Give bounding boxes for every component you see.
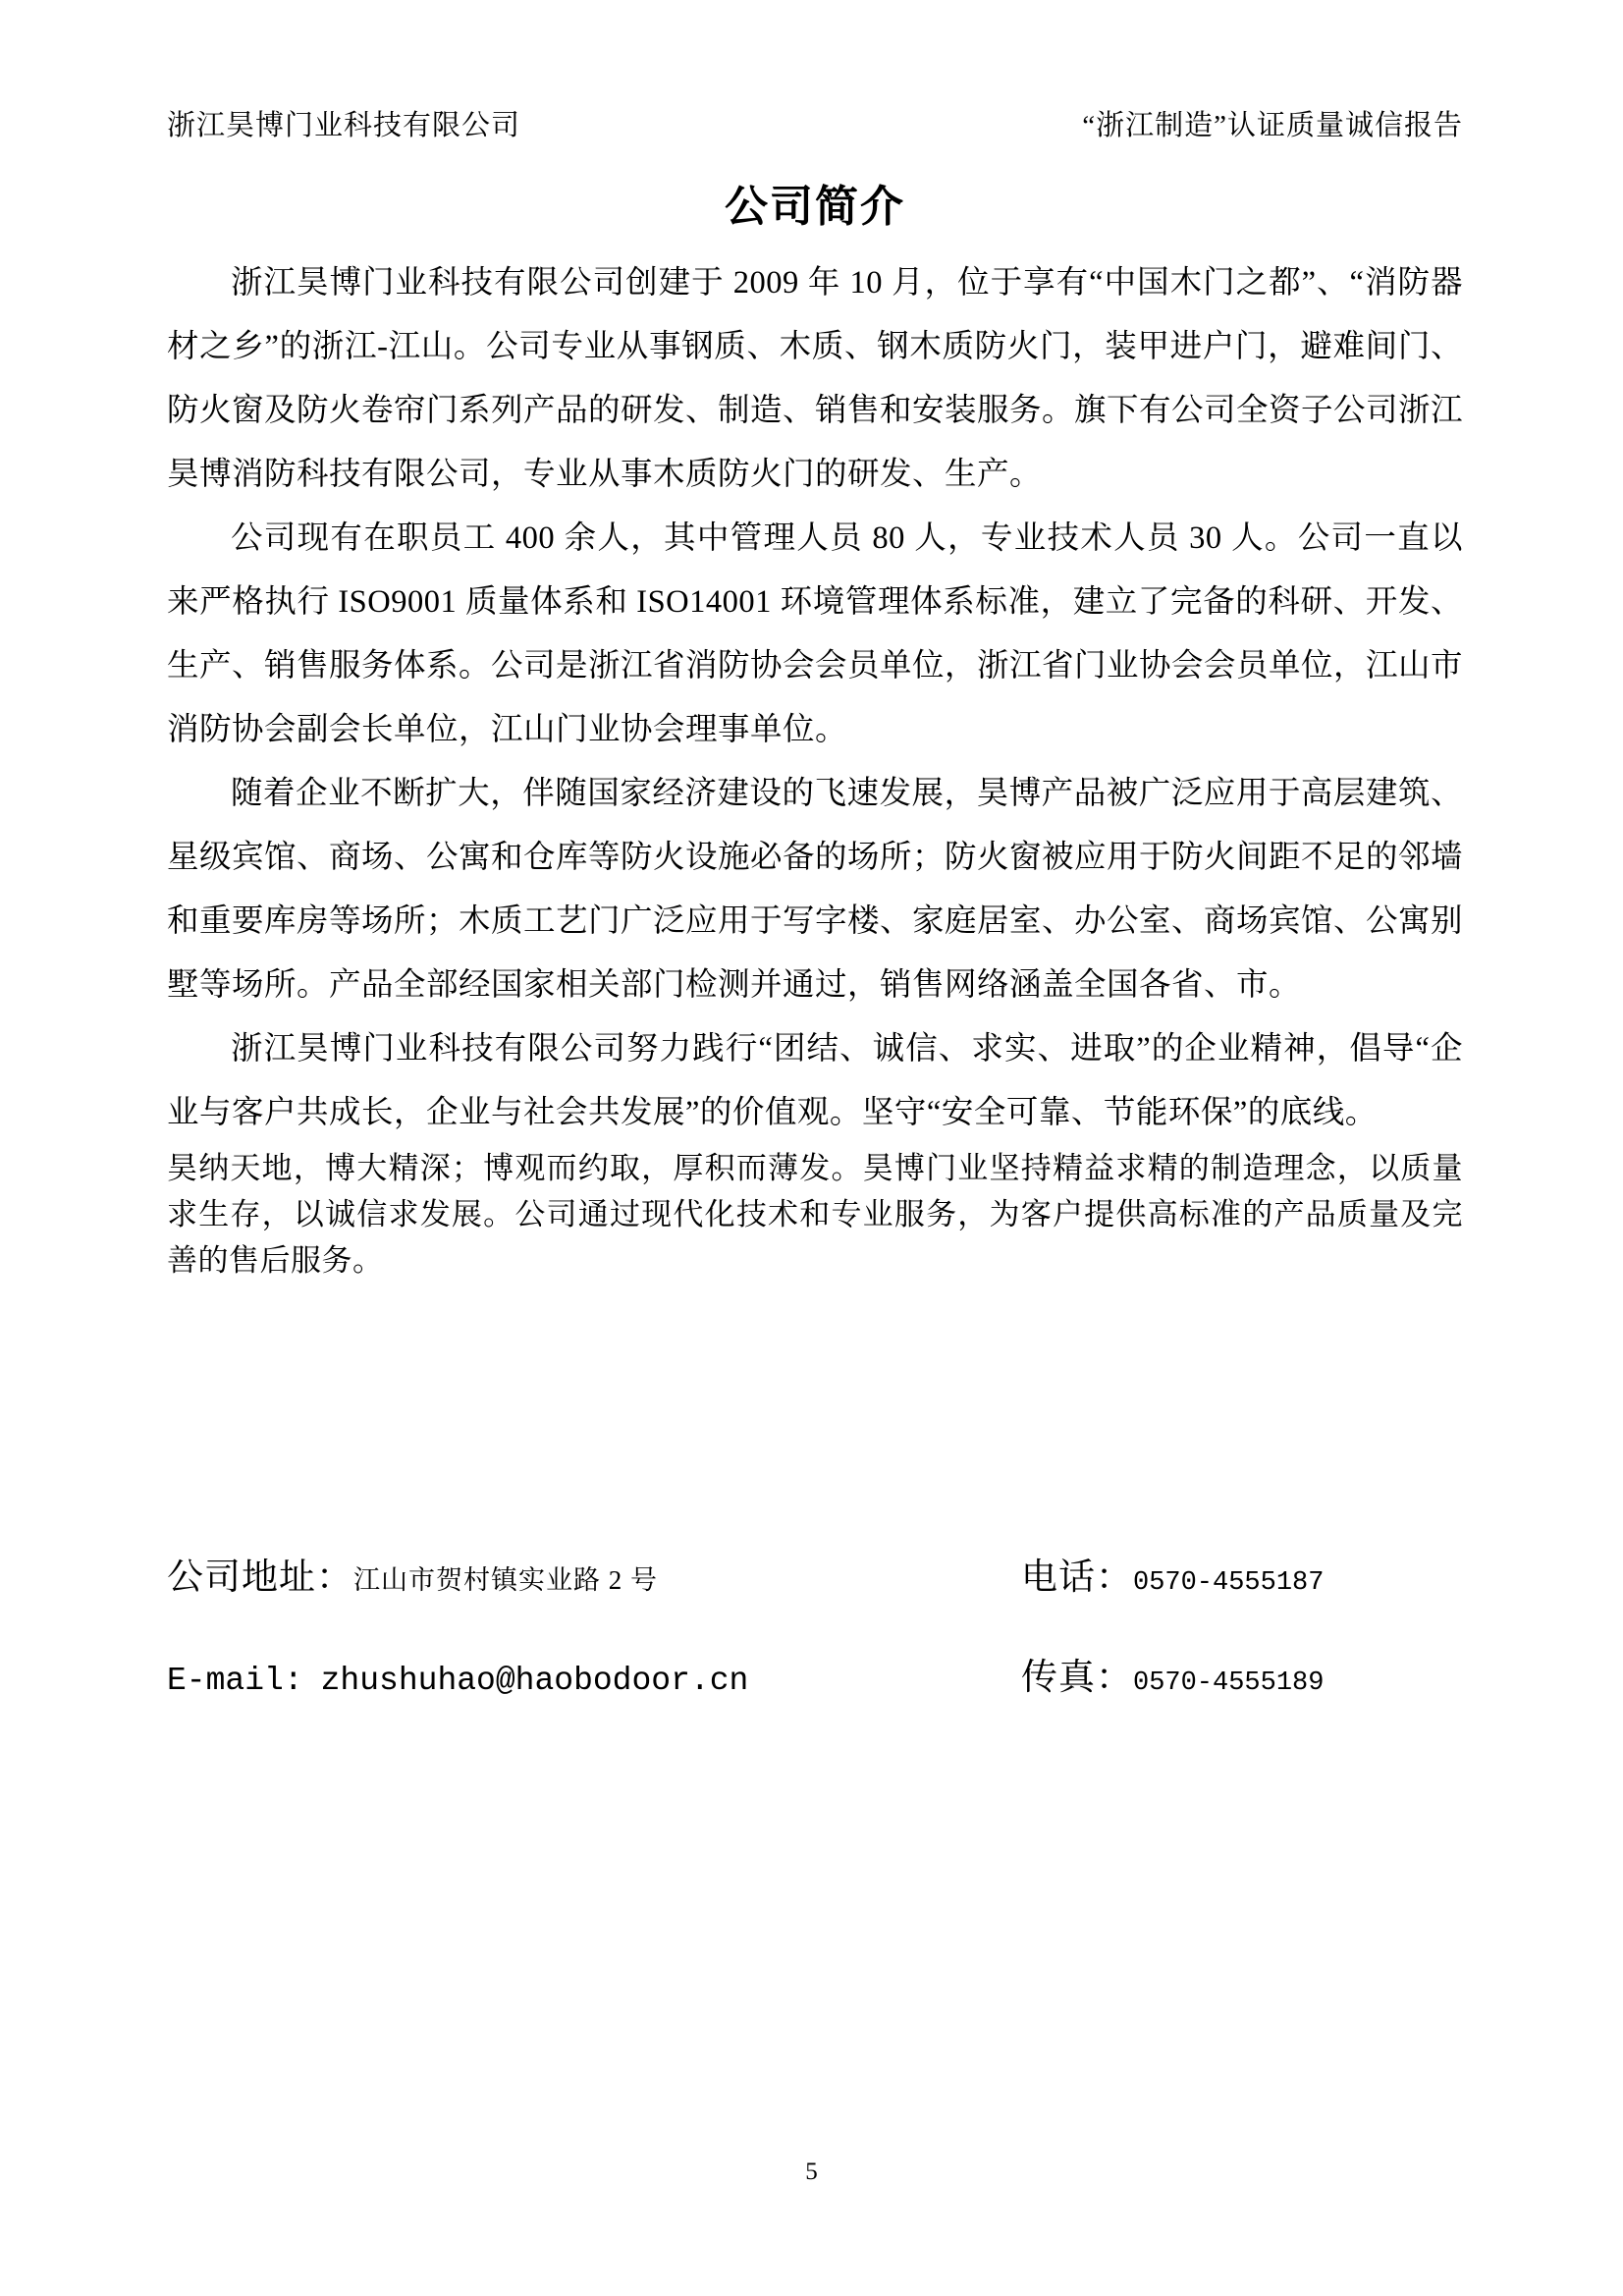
contact-row-email-fax — [167, 1647, 1463, 1700]
company-fax — [1021, 1647, 1463, 1700]
page-title: 公司简介 — [725, 183, 905, 231]
page-header — [167, 106, 1463, 145]
page-number: 5 — [805, 2159, 818, 2185]
email-label: E-mail: — [167, 1663, 303, 1699]
fax-label: 传真： — [1021, 1657, 1133, 1697]
address-label: 公司地址： — [167, 1557, 353, 1597]
email-value: zhushuhao@haobodoor.cn — [320, 1663, 749, 1699]
document-body — [167, 251, 1463, 1284]
paragraph-staff-certifications: 公司现有在职员工 400 余人，其中管理人员 80 人，专业技术人员 30 人。公司一直以来严格执行 ISO9001 质量体系和 ISO14001 环境管理体系标准，建立了完备的科研、开发、生产、销售服务体系。公司是浙江省消防协会会员单位，浙江省门业协会会员单位，江山市消防协会副会长单位，江山门业协会理事单位。 — [167, 520, 1464, 747]
contact-row-address-phone — [167, 1547, 1463, 1600]
company-phone — [1021, 1547, 1463, 1600]
header-report-title: “浙江制造”认证质量诚信报告 — [1082, 110, 1463, 141]
fax-value: 0570-4555189 — [1133, 1668, 1325, 1698]
company-address — [167, 1547, 1021, 1600]
header-company-name: 浙江昊博门业科技有限公司 — [167, 110, 521, 141]
phone-label: 电话： — [1021, 1557, 1133, 1597]
contact-block — [167, 1547, 1463, 1700]
paragraph-product-applications: 随着企业不断扩大，伴随国家经济建设的飞速发展，昊博产品被广泛应用于高层建筑、星级宾馆、商场、公寓和仓库等防火设施必备的场所；防火窗被应用于防火间距不足的邻墙和重要库房等场所；木质工艺门广泛应用于写字楼、家庭居室、办公室、商场宾馆、公寓别墅等场所。产品全部经国家相关部门检测并通过，销售网络涵盖全国各省、市。 — [167, 776, 1464, 1003]
paragraph-company-founding: 浙江昊博门业科技有限公司创建于 2009 年 10 月，位于享有“中国木门之都”、“消防器材之乡”的浙江-江山。公司专业从事钢质、木质、钢木质防火门，装甲进户门，避难间门、防火窗及防火卷帘门系列产品的研发、制造、销售和安装服务。旗下有公司全资子公司浙江昊博消防科技有限公司，专业从事木质防火门的研发、生产。 — [167, 265, 1464, 492]
page-footer — [0, 2159, 1623, 2186]
company-email — [167, 1663, 1021, 1699]
phone-value: 0570-4555187 — [1133, 1568, 1325, 1598]
paragraph-closing-motto: 昊纳天地，博大精深；博观而约取，厚积而薄发。昊博门业坚持精益求精的制造理念，以质量求生存，以诚信求发展。公司通过现代化技术和专业服务，为客户提供高标准的产品质量及完善的售后服务。 — [167, 1151, 1463, 1278]
paragraph-company-values: 浙江昊博门业科技有限公司努力践行“团结、诚信、求实、进取”的企业精神，倡导“企业与客户共成长，企业与社会共发展”的价值观。坚守“安全可靠、节能环保”的底线。 — [167, 1031, 1463, 1130]
address-value: 江山市贺村镇实业路 2 号 — [353, 1565, 658, 1595]
